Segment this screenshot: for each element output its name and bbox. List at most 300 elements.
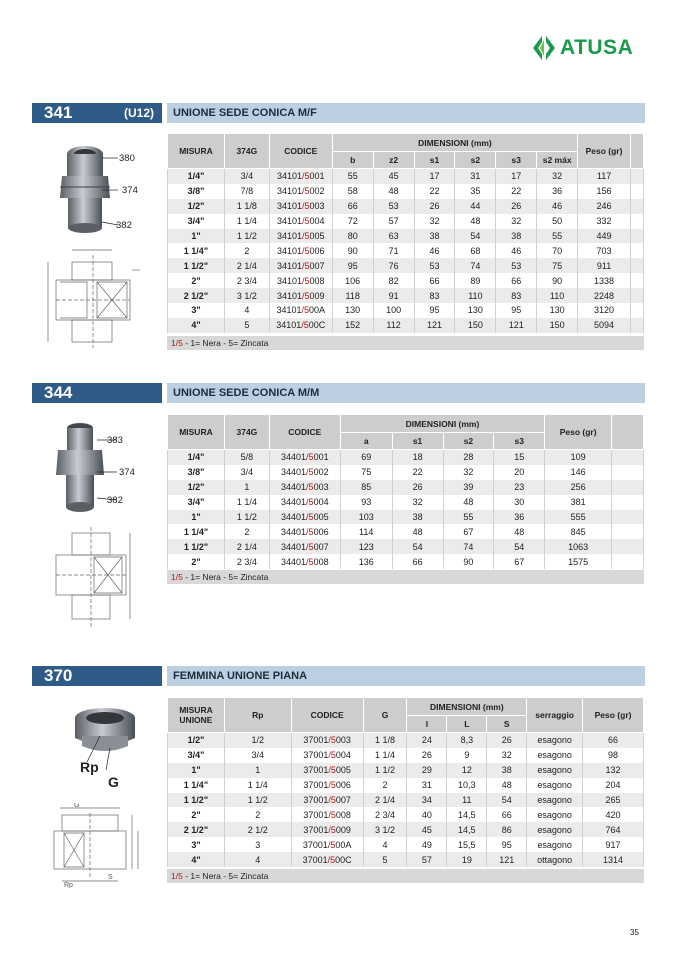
dim-cell: 75	[537, 258, 578, 273]
section-number-box	[32, 103, 162, 123]
code-base: 34101	[276, 305, 302, 316]
code-slash: /5	[302, 201, 310, 212]
dim-cell: 150	[455, 318, 496, 333]
misura-cell: 1/4"	[168, 169, 225, 184]
section-title: FEMMINA UNIONE PIANA	[167, 666, 645, 686]
code-cell	[291, 807, 363, 822]
code-base: 37001	[303, 824, 329, 835]
finish-note	[167, 336, 644, 350]
serraggio-cell: esagono	[527, 763, 583, 778]
section-header	[32, 103, 645, 123]
col-spacer	[612, 415, 644, 450]
peso-cell: 1338	[578, 273, 631, 288]
code-slash: /5	[301, 305, 310, 316]
col-codice: CODICE	[269, 415, 340, 450]
section-title: UNIONE SEDE CONICA M/M	[167, 383, 645, 403]
code-cell	[269, 450, 340, 465]
code-cell	[269, 273, 332, 288]
dim-cell: 95	[414, 303, 455, 318]
code-base: 34101	[276, 320, 302, 331]
dim-cell: 130	[537, 303, 578, 318]
spacer-cell	[612, 539, 644, 554]
atusa-logo-icon	[532, 35, 556, 61]
spacer-cell	[630, 273, 643, 288]
misura-cell: 2 1/2"	[168, 822, 225, 837]
dim-cell: 121	[496, 318, 537, 333]
spacer-cell	[612, 554, 644, 569]
code-base: 34101	[276, 245, 303, 256]
dim-cell: 8,3	[447, 733, 487, 748]
dim-cell: 76	[373, 258, 414, 273]
note-prefix: 1/5	[171, 572, 183, 582]
rp-cell: 2 1/2	[224, 822, 291, 837]
page-number: 35	[630, 928, 639, 937]
section-subcode: (U12)	[124, 106, 155, 120]
dim-cell: 130	[332, 303, 373, 318]
spacer-cell	[630, 184, 643, 199]
dim-cell: 29	[407, 763, 447, 778]
dim-cell: 123	[340, 539, 392, 554]
code-cell	[269, 288, 332, 303]
g-cell: 1 1/2	[224, 229, 269, 244]
callout-label: 382	[107, 495, 123, 506]
dim-cell: 69	[340, 450, 392, 465]
col-dim-header: s1	[414, 152, 455, 169]
col-dim-header: s3	[494, 433, 545, 450]
code-base: 34101	[276, 171, 303, 182]
code-base: 37001	[303, 765, 329, 776]
dim-cell: 72	[332, 214, 373, 229]
code-cell	[269, 258, 332, 273]
dim-cell: 45	[407, 822, 447, 837]
serraggio-cell: esagono	[527, 793, 583, 808]
misura-cell: 2 1/2"	[168, 288, 225, 303]
dim-cell: 32	[392, 495, 443, 510]
note-prefix: 1/5	[171, 338, 183, 348]
peso-cell: 3120	[578, 303, 631, 318]
code-base: 37001	[302, 854, 328, 865]
code-base: 37001	[303, 750, 329, 761]
code-base: 34101	[276, 231, 303, 241]
code-suffix: 004	[335, 750, 351, 761]
misura-cell: 2"	[168, 807, 225, 822]
spec-table-341	[167, 133, 644, 333]
dim-cell: 31	[407, 778, 447, 793]
table-row	[168, 184, 644, 199]
misura-cell: 1/2"	[168, 199, 225, 214]
callout-label: 380	[119, 153, 135, 164]
code-cell	[269, 229, 332, 244]
code-suffix: 006	[335, 780, 351, 791]
code-cell	[291, 733, 363, 748]
serraggio-cell: esagono	[527, 822, 583, 837]
dim-cell: 10,3	[447, 778, 487, 793]
g-cell: 2 1/4	[224, 539, 269, 554]
code-suffix: 005	[309, 231, 325, 241]
dim-cell: 66	[487, 807, 527, 822]
code-cell	[269, 214, 332, 229]
code-slash: /5	[306, 467, 314, 478]
code-slash: /5	[301, 320, 309, 331]
code-suffix: 009	[309, 290, 325, 301]
col-dim-header: s2	[455, 152, 496, 169]
dim-cell: 121	[487, 852, 527, 867]
code-base: 34401	[281, 482, 307, 493]
dim-cell: 38	[487, 763, 527, 778]
peso-cell: 555	[545, 510, 612, 525]
code-slash: /5	[302, 171, 310, 182]
spacer-cell	[630, 169, 643, 184]
dim-cell: 91	[373, 288, 414, 303]
peso-cell: 703	[578, 243, 631, 258]
dim-cell: 86	[487, 822, 527, 837]
table-row	[168, 495, 644, 510]
spacer-cell	[630, 303, 643, 318]
union-mm-drawing	[42, 527, 142, 627]
col-peso: Peso (gr)	[578, 134, 631, 169]
svg-text:S: S	[108, 874, 113, 881]
col-dim-header: s2	[443, 433, 494, 450]
peso-cell: 420	[583, 807, 644, 822]
g-cell: 2 1/4	[224, 258, 269, 273]
code-base: 34101	[276, 186, 303, 197]
dim-cell: 38	[414, 229, 455, 244]
dim-cell: 58	[332, 184, 373, 199]
callout-label: 383	[107, 435, 123, 446]
dim-cell: 48	[455, 214, 496, 229]
dim-cell: 57	[407, 852, 447, 867]
col-dim-header: L	[447, 716, 487, 733]
col-dim-header: l	[407, 716, 447, 733]
misura-cell: 1 1/2"	[168, 258, 225, 273]
peso-cell: 256	[545, 480, 612, 495]
table-row	[168, 258, 644, 273]
dim-cell: 67	[494, 554, 545, 569]
section-number: 341	[44, 103, 73, 122]
code-base: 34401	[281, 467, 307, 478]
g-cell: 2	[224, 243, 269, 258]
code-base: 34101	[276, 260, 303, 271]
dim-cell: 48	[373, 184, 414, 199]
code-base: 34401	[281, 541, 307, 552]
code-cell	[269, 524, 340, 539]
section-number-box	[32, 383, 162, 403]
col-dim-header: s2 máx	[537, 152, 578, 169]
dim-cell: 80	[332, 229, 373, 244]
spacer-cell	[612, 524, 644, 539]
dim-cell: 14,5	[447, 822, 487, 837]
table-row	[168, 822, 644, 837]
g-cell: 1	[224, 480, 269, 495]
code-base: 34401	[281, 512, 307, 522]
code-slash: /5	[306, 497, 314, 508]
callout-label: 374	[119, 467, 135, 478]
code-base: 34401	[281, 526, 307, 537]
table-row	[168, 748, 644, 763]
spacer-cell	[612, 450, 644, 465]
dim-cell: 14,5	[447, 807, 487, 822]
code-slash: /5	[306, 526, 314, 537]
dim-cell: 68	[455, 243, 496, 258]
dim-cell: 93	[340, 495, 392, 510]
spec-table-370	[167, 697, 644, 867]
col-g: G	[363, 698, 407, 733]
dim-cell: 53	[414, 258, 455, 273]
code-suffix: 008	[313, 556, 329, 567]
dim-cell: 95	[487, 837, 527, 852]
serraggio-cell: ottagono	[527, 852, 583, 867]
dim-cell: 55	[443, 510, 494, 525]
g-cell: 3/4	[224, 169, 269, 184]
peso-cell: 5094	[578, 318, 631, 333]
table-row	[168, 288, 644, 303]
misura-cell: 3/4"	[168, 214, 225, 229]
finish-note	[167, 570, 644, 584]
spec-table-344	[167, 414, 644, 569]
dim-cell: 49	[407, 837, 447, 852]
peso-cell: 204	[583, 778, 644, 793]
code-slash: /5	[328, 780, 336, 791]
note-text: - 1= Nera - 5= Zincata	[182, 871, 269, 881]
dim-cell: 36	[537, 184, 578, 199]
dim-cell: 114	[340, 524, 392, 539]
g-cell: 1 1/4	[224, 214, 269, 229]
section-number-box	[32, 666, 162, 686]
code-slash: /5	[328, 765, 336, 776]
code-cell	[291, 852, 363, 867]
g-cell: 7/8	[224, 184, 269, 199]
code-cell	[269, 303, 332, 318]
dim-cell: 150	[537, 318, 578, 333]
dim-cell: 106	[332, 273, 373, 288]
table-row	[168, 243, 644, 258]
dim-cell: 66	[414, 273, 455, 288]
g-cell: 5	[363, 852, 407, 867]
col-dim-header: s1	[392, 433, 443, 450]
female-union-drawing	[40, 803, 150, 888]
dim-cell: 26	[496, 199, 537, 214]
dim-cell: 54	[494, 539, 545, 554]
dim-cell: 55	[332, 169, 373, 184]
dim-cell: 32	[487, 748, 527, 763]
code-cell	[269, 243, 332, 258]
peso-cell: 845	[545, 524, 612, 539]
code-base: 34101	[276, 275, 303, 286]
col-dimensioni: DIMENSIONI (mm)	[340, 415, 544, 433]
dim-cell: 95	[496, 303, 537, 318]
g-cell: 2 3/4	[363, 807, 407, 822]
code-cell	[291, 793, 363, 808]
spacer-cell	[630, 199, 643, 214]
code-cell	[269, 184, 332, 199]
peso-cell: 1575	[545, 554, 612, 569]
g-cell: 2	[224, 524, 269, 539]
table-row	[168, 229, 644, 244]
table-row	[168, 837, 644, 852]
table-row	[168, 465, 644, 480]
g-cell: 3 1/2	[224, 288, 269, 303]
serraggio-cell: esagono	[527, 748, 583, 763]
col-codice: CODICE	[269, 134, 332, 169]
g-cell: 3 1/2	[363, 822, 407, 837]
peso-cell: 1063	[545, 539, 612, 554]
spacer-cell	[630, 229, 643, 244]
code-suffix: 007	[313, 541, 329, 552]
peso-cell: 246	[578, 199, 631, 214]
dim-cell: 53	[373, 199, 414, 214]
peso-cell: 2248	[578, 288, 631, 303]
code-slash: /5	[302, 231, 310, 241]
dim-cell: 23	[494, 480, 545, 495]
code-cell	[291, 837, 363, 852]
dim-cell: 40	[407, 807, 447, 822]
spacer-cell	[630, 214, 643, 229]
peso-cell: 146	[545, 465, 612, 480]
misura-cell: 3/4"	[168, 495, 225, 510]
dim-cell: 103	[340, 510, 392, 525]
dim-cell: 15,5	[447, 837, 487, 852]
col-misura: MISURA	[168, 415, 225, 450]
code-suffix: 006	[309, 245, 325, 256]
code-base: 37001	[302, 839, 328, 850]
code-slash: /5	[328, 824, 336, 835]
dim-cell: 121	[414, 318, 455, 333]
misura-cell: 1"	[168, 510, 225, 525]
table-row	[168, 539, 644, 554]
table-row	[168, 318, 644, 333]
code-suffix: 008	[309, 275, 325, 286]
spacer-cell	[630, 318, 643, 333]
rp-cell: 1 1/2	[224, 793, 291, 808]
dim-cell: 82	[373, 273, 414, 288]
peso-cell: 381	[545, 495, 612, 510]
g-cell: 2 1/4	[363, 793, 407, 808]
misura-cell: 1"	[168, 763, 225, 778]
dim-cell: 110	[537, 288, 578, 303]
code-suffix: 004	[309, 216, 325, 227]
code-slash: /5	[327, 854, 336, 865]
dim-cell: 28	[443, 450, 494, 465]
dim-cell: 83	[414, 288, 455, 303]
spacer-cell	[630, 258, 643, 273]
code-suffix: 005	[313, 512, 329, 522]
g-cell: 2 3/4	[224, 554, 269, 569]
dim-cell: 66	[332, 199, 373, 214]
dim-cell: 74	[443, 539, 494, 554]
callout-label: 382	[116, 220, 132, 231]
dim-cell: 90	[537, 273, 578, 288]
dim-cell: 70	[537, 243, 578, 258]
misura-cell: 4"	[168, 318, 225, 333]
code-suffix: 005	[335, 765, 351, 776]
col-codice: CODICE	[291, 698, 363, 733]
code-suffix: 002	[313, 467, 329, 478]
dim-cell: 63	[373, 229, 414, 244]
code-slash: /5	[302, 275, 310, 286]
dim-cell: 74	[455, 258, 496, 273]
dim-cell: 18	[392, 450, 443, 465]
note-prefix: 1/5	[171, 871, 183, 881]
table-row	[168, 763, 644, 778]
dim-cell: 17	[496, 169, 537, 184]
code-slash: /5	[306, 482, 314, 493]
col-dimensioni: DIMENSIONI (mm)	[407, 698, 527, 716]
table-row	[168, 793, 644, 808]
col-misura: MISURA	[168, 134, 225, 169]
dim-cell: 19	[447, 852, 487, 867]
dim-cell: 32	[537, 169, 578, 184]
spacer-cell	[612, 465, 644, 480]
code-slash: /5	[328, 795, 336, 805]
peso-cell: 156	[578, 184, 631, 199]
misura-cell: 3/4"	[168, 748, 225, 763]
callout-label: 374	[122, 185, 138, 196]
dim-cell: 48	[443, 495, 494, 510]
dim-cell: 39	[443, 480, 494, 495]
col-spacer	[630, 134, 643, 169]
misura-cell: 1"	[168, 229, 225, 244]
misura-cell: 1/2"	[168, 733, 225, 748]
code-base: 34401	[281, 556, 307, 567]
peso-cell: 265	[583, 793, 644, 808]
code-slash: /5	[302, 245, 310, 256]
code-suffix: 003	[335, 735, 351, 746]
dim-cell: 45	[373, 169, 414, 184]
code-suffix: 00A	[309, 305, 326, 316]
union-mf-drawing	[42, 240, 142, 350]
code-slash: /5	[306, 512, 314, 522]
misura-cell: 4"	[168, 852, 225, 867]
dim-cell: 36	[494, 510, 545, 525]
code-base: 37001	[303, 795, 329, 805]
col-dimensioni: DIMENSIONI (mm)	[332, 134, 577, 152]
misura-cell: 1/2"	[168, 480, 225, 495]
dim-cell: 67	[443, 524, 494, 539]
code-cell	[291, 822, 363, 837]
serraggio-cell: esagono	[527, 807, 583, 822]
peso-cell: 917	[583, 837, 644, 852]
peso-cell: 66	[583, 733, 644, 748]
serraggio-cell: esagono	[527, 778, 583, 793]
code-suffix: 00A	[335, 839, 352, 850]
code-suffix: 009	[335, 824, 351, 835]
code-slash: /5	[302, 290, 310, 301]
dim-cell: 54	[392, 539, 443, 554]
table-row	[168, 303, 644, 318]
col-374g: 374G	[224, 415, 269, 450]
spacer-cell	[612, 480, 644, 495]
table-row	[168, 510, 644, 525]
rp-cell: 1/2	[224, 733, 291, 748]
dim-cell: 152	[332, 318, 373, 333]
dim-cell: 32	[443, 465, 494, 480]
g-cell: 1 1/4	[363, 748, 407, 763]
code-suffix: 001	[313, 452, 329, 463]
svg-text:G: G	[74, 803, 80, 809]
callout-label: G	[108, 774, 119, 790]
dim-cell: 12	[447, 763, 487, 778]
col-rp: Rp	[224, 698, 291, 733]
dim-cell: 48	[494, 524, 545, 539]
misura-cell: 2"	[168, 554, 225, 569]
code-suffix: 003	[309, 201, 325, 212]
g-cell: 1 1/8	[224, 199, 269, 214]
dim-cell: 136	[340, 554, 392, 569]
spacer-cell	[612, 495, 644, 510]
dim-cell: 31	[455, 169, 496, 184]
dim-cell: 35	[455, 184, 496, 199]
code-slash: /5	[302, 186, 310, 197]
